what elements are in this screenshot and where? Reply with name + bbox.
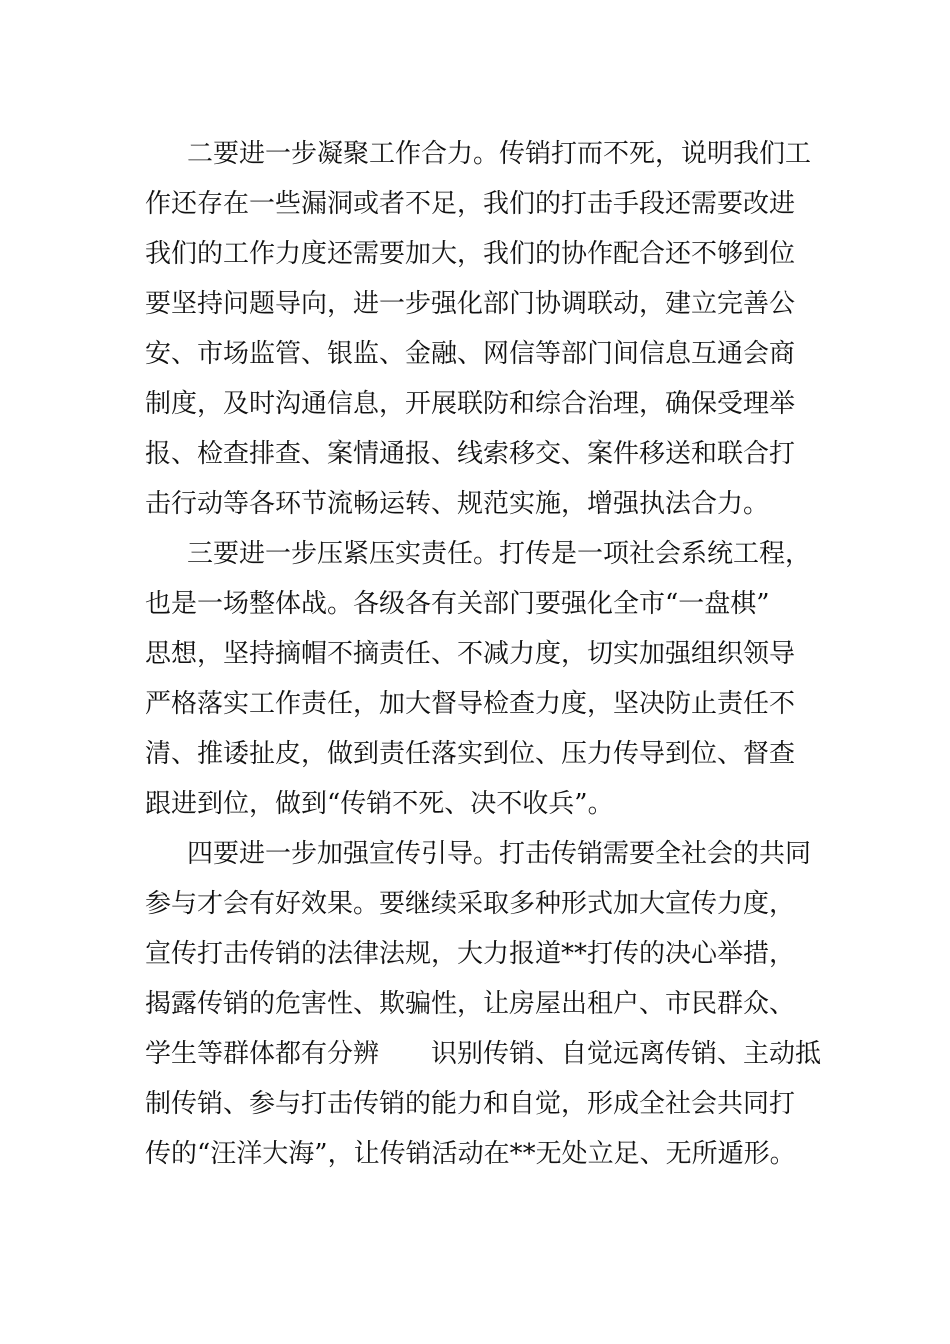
document-body xyxy=(145,129,825,1179)
paragraph-three-line: 清、推诿扯皮，做到责任落实到位、压力传导到位、督查 xyxy=(145,739,796,769)
paragraph-two-line: 我们的工作力度还需要加大，我们的协作配合还不够到位 xyxy=(145,239,796,269)
paragraph-two-line: 报、检查排查、案情通报、线索移交、案件移送和联合打 xyxy=(145,439,796,469)
paragraph-three-line: 严格落实工作责任，加大督导检查力度，坚决防止责任不 xyxy=(145,689,796,719)
paragraph-three-line: 也是一场整体战。各级各有关部门要强化全市“一盘棋” xyxy=(145,589,770,619)
paragraph-two-line: 要坚持问题导向，进一步强化部门协调联动，建立完善公 xyxy=(145,289,796,319)
paragraph-four-line: 参与才会有好效果。要继续采取多种形式加大宣传力度， xyxy=(145,889,796,919)
paragraph-three-line: 三要进一步压紧压实责任。打传是一项社会系统工程， xyxy=(187,539,812,569)
paragraph-four-line: 四要进一步加强宣传引导。打击传销需要全社会的共同 xyxy=(187,839,812,869)
paragraph-two-line: 二要进一步凝聚工作合力。传销打而不死，说明我们工 xyxy=(187,139,812,169)
paragraph-four-line: 学生等群体都有分辨 识别传销、自觉远离传销、主动抵 xyxy=(145,1039,822,1069)
paragraph-two-line: 制度，及时沟通信息，开展联防和综合治理，确保受理举 xyxy=(145,389,796,419)
paragraph-four-line: 制传销、参与打击传销的能力和自觉，形成全社会共同打 xyxy=(145,1089,796,1119)
paragraph-three-line: 跟进到位，做到“传销不死、决不收兵”。 xyxy=(145,789,614,819)
paragraph-two-line: 安、市场监管、银监、金融、网信等部门间信息互通会商 xyxy=(145,339,796,369)
paragraph-two-line: 作还存在一些漏洞或者不足，我们的打击手段还需要改进 xyxy=(145,189,796,219)
paragraph-four-line: 宣传打击传销的法律法规，大力报道**打传的决心举措， xyxy=(145,939,796,969)
paragraph-three-line: 思想，坚持摘帽不摘责任、不减力度，切实加强组织领导 xyxy=(145,639,796,669)
paragraph-four-line: 揭露传销的危害性、欺骗性，让房屋出租户、市民群众、 xyxy=(145,989,796,1019)
paragraph-four-line: 传的“汪洋大海”，让传销活动在**无处立足、无所遁形。 xyxy=(145,1139,796,1169)
paragraph-two-line: 击行动等各环节流畅运转、规范实施，增强执法合力。 xyxy=(145,489,770,519)
